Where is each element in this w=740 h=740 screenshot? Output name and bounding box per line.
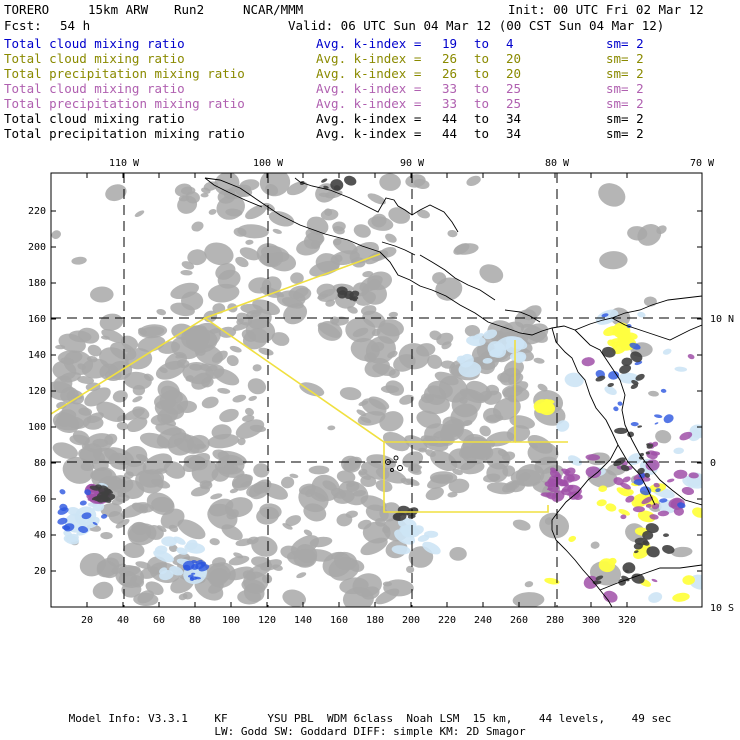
legend-kindex-label: Avg. k-index =: [316, 36, 422, 51]
legend-kindex-to: to: [474, 126, 490, 141]
legend-kindex-to: to: [474, 111, 490, 126]
latitude-label: 10 N: [710, 314, 735, 325]
legend-kindex-end: 20: [506, 51, 522, 66]
legend-kindex-start: 26: [442, 66, 458, 81]
valid-time: Valid: 06 UTC Sun 04 Mar 12 (00 CST Sun 04 Mar 12): [288, 18, 665, 33]
latitude-label: 0: [710, 458, 717, 469]
longitude-label: 70 W: [689, 158, 715, 169]
legend-field: Total precipitation mixing ratio: [4, 96, 245, 111]
legend-kindex-to: to: [474, 36, 490, 51]
legend-kindex-start: 33: [442, 81, 458, 96]
legend-kindex-start: 44: [442, 111, 458, 126]
x-tick-label: 120: [257, 615, 277, 626]
legend-kindex-label: Avg. k-index =: [316, 126, 422, 141]
legend-field: Total cloud mixing ratio: [4, 81, 185, 96]
model-run: Run2: [174, 2, 205, 17]
cloud-cell: [449, 547, 466, 561]
x-tick-label: 220: [437, 615, 457, 626]
y-tick-label: 40: [33, 530, 46, 541]
longitude-label: 100 W: [252, 158, 284, 169]
y-tick-label: 20: [33, 566, 46, 577]
legend-field: Total precipitation mixing ratio: [4, 66, 245, 81]
legend-kindex-label: Avg. k-index =: [316, 51, 422, 66]
legend-kindex-to: to: [474, 96, 490, 111]
x-tick-label: 100: [221, 615, 241, 626]
footer-model-info: Model Info: V3.3.1 KF YSU PBL WDM 6class Noah LSM 15 km, 44 levels, 49 sec: [68, 712, 672, 725]
cloud-cell: [633, 506, 645, 512]
legend-field: Total cloud mixing ratio: [4, 36, 185, 51]
legend-field: Total cloud mixing ratio: [4, 51, 185, 66]
cloud-cell: [55, 416, 85, 430]
legend-kindex-end: 25: [506, 96, 522, 111]
model-name: TORERO: [4, 2, 50, 17]
legend-smoothing: sm= 2: [606, 126, 644, 141]
x-tick-label: 280: [545, 615, 565, 626]
x-tick-label: 300: [581, 615, 601, 626]
longitude-label: 110 W: [108, 158, 140, 169]
legend-kindex-start: 33: [442, 96, 458, 111]
longitude-label: 90 W: [399, 158, 425, 169]
x-tick-label: 80: [188, 615, 202, 626]
legend-kindex-end: 20: [506, 66, 522, 81]
legend-smoothing: sm= 2: [606, 36, 644, 51]
y-tick-label: 140: [27, 350, 46, 361]
legend-smoothing: sm= 2: [606, 96, 644, 111]
legend-smoothing: sm= 2: [606, 81, 644, 96]
legend-kindex-start: 44: [442, 126, 458, 141]
forecast-label: Fcst:: [4, 18, 42, 33]
legend-kindex-label: Avg. k-index =: [316, 96, 422, 111]
forecast-hour: 54 h: [60, 18, 91, 33]
footer-physics-info: LW: Godd SW: Goddard DIFF: simple KM: 2D Smagor: [214, 725, 526, 738]
x-tick-label: 160: [329, 615, 349, 626]
y-tick-label: 120: [27, 386, 46, 397]
legend-smoothing: sm= 2: [606, 66, 644, 81]
legend-smoothing: sm= 2: [606, 51, 644, 66]
y-tick-label: 100: [27, 422, 46, 433]
init-time: Init: 00 UTC Fri 02 Mar 12: [508, 2, 704, 17]
y-tick-label: 80: [33, 458, 46, 469]
x-tick-label: 320: [617, 615, 637, 626]
x-tick-label: 20: [80, 615, 94, 626]
y-tick-label: 200: [27, 242, 46, 253]
model-resolution: 15km ARW: [88, 2, 149, 17]
legend-kindex-end: 4: [506, 36, 514, 51]
legend-kindex-to: to: [474, 66, 490, 81]
legend-kindex-to: to: [474, 51, 490, 66]
y-tick-label: 220: [27, 206, 46, 217]
legend-kindex-end: 34: [506, 126, 522, 141]
legend-kindex-label: Avg. k-index =: [316, 111, 422, 126]
x-tick-label: 60: [152, 615, 166, 626]
latitude-label: 10 S: [710, 603, 735, 614]
y-tick-label: 60: [33, 494, 46, 505]
legend-field: Total precipitation mixing ratio: [4, 126, 245, 141]
legend-kindex-start: 19: [442, 36, 458, 51]
x-tick-label: 40: [116, 615, 130, 626]
x-tick-label: 180: [365, 615, 385, 626]
legend-kindex-end: 25: [506, 81, 522, 96]
model-org: NCAR/MMM: [243, 2, 304, 17]
legend-kindex-label: Avg. k-index =: [316, 66, 422, 81]
x-tick-label: 240: [473, 615, 493, 626]
legend-kindex-to: to: [474, 81, 490, 96]
x-tick-label: 200: [401, 615, 421, 626]
x-tick-label: 140: [293, 615, 313, 626]
cloud-cell: [81, 462, 95, 471]
y-tick-label: 180: [27, 278, 46, 289]
legend-kindex-start: 26: [442, 51, 458, 66]
legend-field: Total cloud mixing ratio: [4, 111, 185, 126]
x-tick-label: 260: [509, 615, 529, 626]
legend-kindex-label: Avg. k-index =: [316, 81, 422, 96]
cloud-cell: [424, 531, 438, 538]
longitude-label: 80 W: [544, 158, 570, 169]
y-tick-label: 160: [27, 314, 46, 325]
legend-smoothing: sm= 2: [606, 111, 644, 126]
legend-kindex-end: 34: [506, 111, 522, 126]
